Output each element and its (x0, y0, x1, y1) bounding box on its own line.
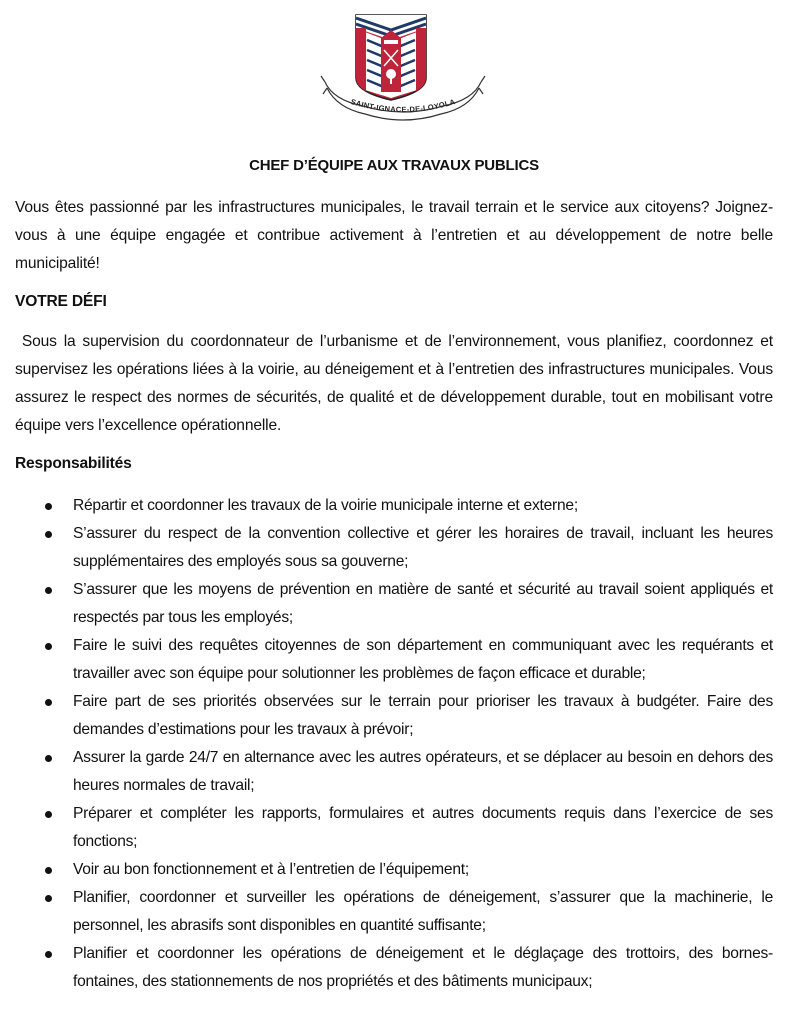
shield-icon (303, 10, 503, 130)
list-item: Voir au bon fonctionnement et à l’entretien de l’équipement; (15, 856, 773, 884)
list-item: Assurer la garde 24/7 en alternance avec les autres opérateurs, et se déplacer au besoin en dehors des heures normales de travail; (15, 744, 773, 800)
municipal-coat-of-arms-logo (303, 10, 503, 130)
bullet-icon (45, 587, 52, 594)
challenge-paragraph: Sous la supervision du coordonnateur de l’urbanisme et de l’environnement, vous planifiez, coordonnez et supervisez les opérations liées à la voirie, au déneigement et à l’entretien des infrastructures municipales. Vous assurez le respect des normes de sécurités, de qualité et de développement durable, tout en mobilisant votre équipe vers l’excellence opérationnelle. (15, 333, 778, 434)
bullet-icon (45, 867, 52, 874)
responsibilities-list (15, 492, 773, 996)
bullet-icon (45, 643, 52, 650)
list-item: S’assurer du respect de la convention collective et gérer les horaires de travail, incluant les heures supplémentaires des employés sous sa gouverne; (15, 520, 773, 576)
bullet-icon (45, 811, 52, 818)
bullet-icon (45, 895, 52, 902)
list-item: Planifier et coordonner les opérations de déneigement et le déglaçage des trottoirs, des bornes-fontaines, des stationnements de nos propriétés et des bâtiments municipaux; (15, 940, 773, 996)
list-item: Faire le suivi des requêtes citoyennes de son département en communiquant avec les requérants et travailler avec son équipe pour solutionner les problèmes de façon efficace et durable; (15, 632, 773, 688)
list-item: Planifier, coordonner et surveiller les opérations de déneigement, s’assurer que la machinerie, le personnel, les abrasifs sont disponibles en quantité suffisante; (15, 884, 773, 940)
list-item: Répartir et coordonner les travaux de la voirie municipale interne et externe; (15, 492, 773, 520)
bullet-icon (45, 503, 52, 510)
intro-paragraph: Vous êtes passionné par les infrastructures municipales, le travail terrain et le service aux citoyens? Joignez-vous à une équipe engagée et contribue activement à l’entretien et au développement de notre belle municipalité! (15, 199, 773, 272)
list-item: S’assurer que les moyens de prévention en matière de santé et sécurité au travail soient appliqués et respectés par tous les employés; (15, 576, 773, 632)
list-item: Faire part de ses priorités observées sur le terrain pour prioriser les travaux à budgéter. Faire des demandes d’estimations pour les travaux à prévoir; (15, 688, 773, 744)
responsibilities-heading: Responsabilités (15, 455, 132, 472)
challenge-heading: VOTRE DÉFI (15, 293, 107, 310)
bullet-icon (45, 755, 52, 762)
bullet-icon (45, 699, 52, 706)
bullet-icon (45, 951, 52, 958)
bullet-icon (45, 531, 52, 538)
list-item: Préparer et compléter les rapports, formulaires et autres documents requis dans l’exercice de ses fonctions; (15, 800, 773, 856)
svg-text:SAINT-IGNACE-DE-LOYOLA (350, 97, 457, 114)
logo-motto: SAINT-IGNACE-DE-LOYOLA (349, 97, 457, 115)
page-title: CHEF D’ÉQUIPE AUX TRAVAUX PUBLICS (249, 157, 539, 174)
